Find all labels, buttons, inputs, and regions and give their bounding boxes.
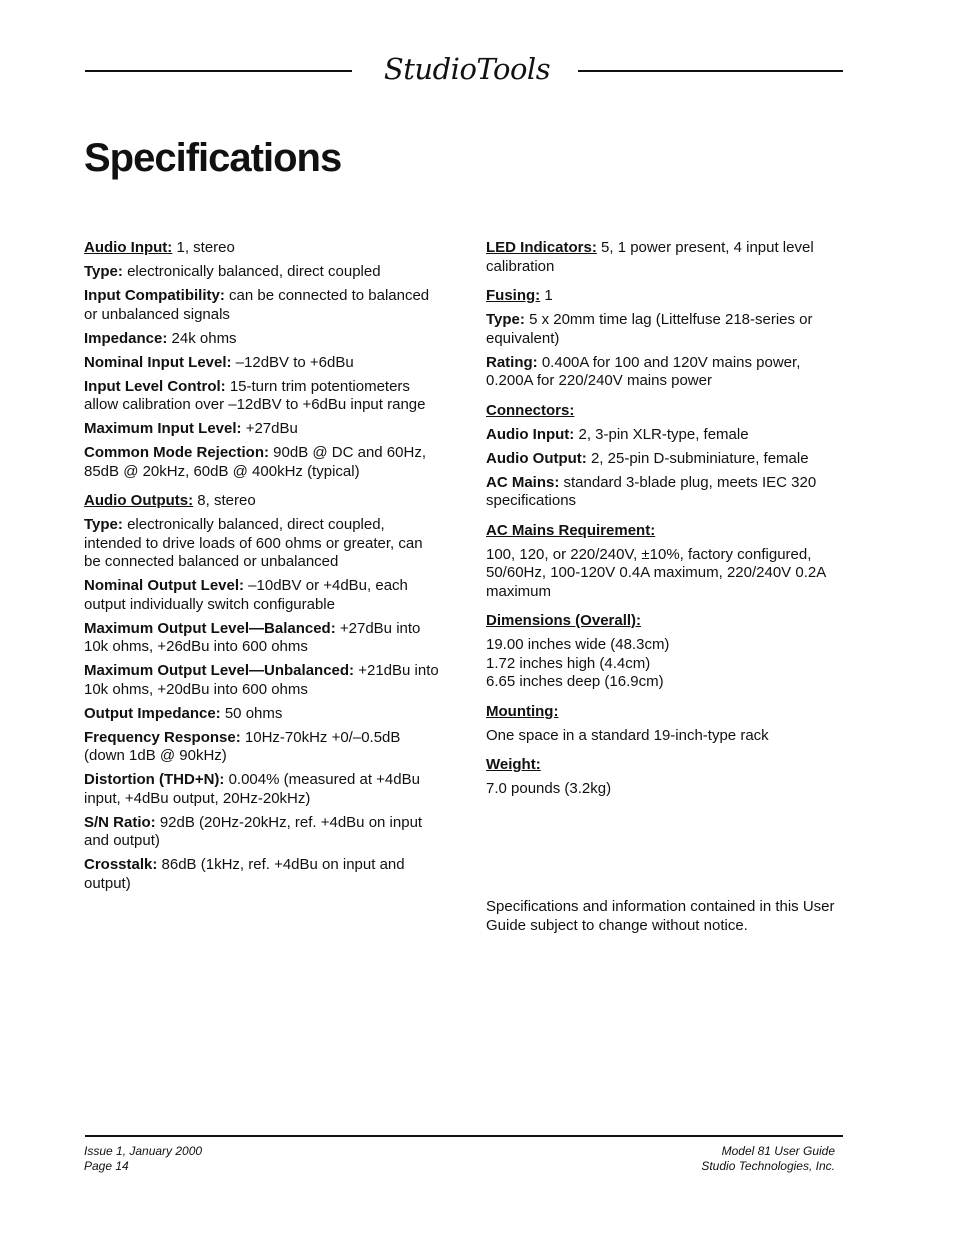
dimension-width: 19.00 inches wide (48.3cm) bbox=[486, 636, 670, 653]
spec-label: Audio Output: bbox=[486, 449, 587, 467]
spec-label: Output Impedance: bbox=[84, 704, 221, 722]
spec-connector-audio-input bbox=[486, 426, 846, 445]
spec-label: Frequency Response: bbox=[84, 728, 241, 746]
spec-value: electronically balanced, direct coupled bbox=[122, 263, 381, 280]
spec-value: –12dBV to +6dBu bbox=[231, 353, 354, 371]
dimension-depth: 6.65 inches deep (16.9cm) bbox=[486, 673, 664, 690]
spec-label: Maximum Output Level—Unbalanced: bbox=[84, 662, 355, 679]
section-heading: Audio Outputs: bbox=[84, 492, 194, 509]
spec-value: 7.0 pounds (3.2kg) bbox=[486, 780, 612, 797]
spec-value: +21dBu into 10k ohms, +20dBu into 600 ohms bbox=[84, 662, 439, 698]
spec-value: can be connected to balanced or unbalanced signals bbox=[84, 287, 430, 323]
spec-nominal-input-level bbox=[84, 354, 439, 373]
spec-audio-outputs bbox=[84, 492, 439, 511]
spec-weight bbox=[486, 756, 846, 775]
spec-value: One space in a standard 19-inch-type rack bbox=[486, 726, 769, 744]
spec-input-type bbox=[84, 263, 439, 282]
spec-value: standard 3-blade plug, meets IEC 320 specifications bbox=[486, 473, 817, 509]
spec-fuse-type bbox=[486, 311, 846, 348]
spec-value: +27dBu bbox=[241, 420, 298, 437]
spec-label: Maximum Input Level: bbox=[84, 420, 242, 437]
spec-value: –10dBV or +4dBu, each output individually switch configurable bbox=[84, 577, 408, 613]
spec-fusing bbox=[486, 287, 846, 306]
spec-label: Impedance: bbox=[84, 329, 168, 347]
spec-ac-mains-requirement bbox=[486, 522, 846, 541]
spec-label: Type: bbox=[84, 263, 123, 280]
footer-company: Studio Technologies, Inc. bbox=[701, 1159, 835, 1173]
specs-left-column bbox=[84, 239, 439, 899]
spec-sn-ratio bbox=[84, 814, 439, 851]
spec-value: 92dB (20Hz-20kHz, ref. +4dBu on input and output) bbox=[84, 813, 423, 849]
spec-value: 86dB (1kHz, ref. +4dBu on input and output) bbox=[84, 856, 405, 892]
spec-output-impedance bbox=[84, 705, 439, 724]
footer-left bbox=[84, 1144, 202, 1174]
header-rule-right bbox=[578, 70, 843, 72]
spec-label: Audio Input: bbox=[486, 425, 575, 443]
spec-fuse-rating bbox=[486, 354, 846, 391]
spec-value: 0.004% (measured at +4dBu input, +4dBu output, 20Hz-20kHz) bbox=[84, 771, 420, 807]
section-heading: Dimensions (Overall): bbox=[486, 612, 642, 629]
spec-value: 5, 1 power present, 4 input level calibration bbox=[486, 239, 814, 275]
section-heading: Audio Input: bbox=[84, 239, 173, 256]
spec-value: 0.400A for 100 and 120V mains power, 0.200A for 220/240V mains power bbox=[486, 353, 801, 389]
spec-value: 8, stereo bbox=[193, 492, 256, 509]
spec-distortion bbox=[84, 771, 439, 808]
spec-value: 24k ohms bbox=[167, 329, 237, 347]
spec-connector-ac-mains bbox=[486, 474, 846, 511]
spec-common-mode-rejection bbox=[84, 444, 439, 481]
footer-page-number: Page 14 bbox=[84, 1159, 129, 1173]
specs-right-column bbox=[486, 239, 846, 804]
section-heading: Weight: bbox=[486, 756, 541, 773]
section-heading: Mounting: bbox=[486, 702, 559, 720]
spec-value: 10Hz-70kHz +0/–0.5dB (down 1dB @ 90kHz) bbox=[84, 728, 401, 764]
spec-label: Nominal Output Level: bbox=[84, 577, 245, 594]
footer-guide-title: Model 81 User Guide bbox=[721, 1144, 835, 1158]
spec-input-level-control bbox=[84, 378, 439, 415]
spec-label: Crosstalk: bbox=[84, 856, 158, 873]
spec-led-indicators bbox=[486, 239, 846, 276]
spec-connector-audio-output bbox=[486, 450, 846, 469]
change-notice: Specifications and information contained in this User Guide subject to change without notice. bbox=[486, 898, 835, 934]
spec-label: Nominal Input Level: bbox=[84, 353, 232, 371]
spec-value: 90dB @ DC and 60Hz, 85dB @ 20kHz, 60dB @ 400kHz (typical) bbox=[84, 444, 426, 480]
spec-connectors bbox=[486, 402, 846, 421]
header-rule-left bbox=[85, 70, 352, 72]
spec-label: Distortion (THD+N): bbox=[84, 771, 225, 788]
dimensions-values bbox=[486, 636, 846, 692]
spec-label: Input Compatibility: bbox=[84, 287, 225, 304]
footer-rule bbox=[85, 1135, 843, 1137]
section-heading: LED Indicators: bbox=[486, 239, 597, 256]
spec-label: Rating: bbox=[486, 353, 538, 371]
spec-label: S/N Ratio: bbox=[84, 813, 156, 831]
spec-max-input-level bbox=[84, 420, 439, 439]
spec-input-compatibility bbox=[84, 287, 439, 324]
page-title: Specifications bbox=[84, 136, 342, 180]
section-heading: AC Mains Requirement: bbox=[486, 521, 656, 539]
section-heading: Connectors: bbox=[486, 401, 575, 419]
spec-value: electronically balanced, direct coupled, intended to drive loads of 600 ohms or greater, can be connected balanced or unbalanced bbox=[84, 516, 423, 570]
spec-output-type bbox=[84, 516, 439, 572]
spec-label: Input Level Control: bbox=[84, 377, 226, 395]
footer-right bbox=[701, 1144, 835, 1174]
spec-label: Common Mode Rejection: bbox=[84, 444, 270, 461]
spec-label: Type: bbox=[84, 516, 123, 533]
spec-value: 1 bbox=[540, 287, 553, 304]
spec-crosstalk bbox=[84, 856, 439, 893]
spec-value: 100, 120, or 220/240V, ±10%, factory configured, 50/60Hz, 100-120V 0.4A maximum, 220/240V 0.2A maximum bbox=[486, 545, 826, 600]
spec-label: AC Mains: bbox=[486, 473, 560, 491]
spec-nominal-output-level bbox=[84, 577, 439, 614]
spec-max-output-unbalanced bbox=[84, 662, 439, 699]
spec-frequency-response bbox=[84, 729, 439, 766]
footer-issue: Issue 1, January 2000 bbox=[84, 1144, 203, 1158]
spec-value: 1, stereo bbox=[172, 239, 235, 256]
dimension-height: 1.72 inches high (4.4cm) bbox=[486, 654, 651, 672]
spec-input-impedance bbox=[84, 330, 439, 349]
spec-dimensions bbox=[486, 612, 846, 631]
spec-value: 5 x 20mm time lag (Littelfuse 218-series or equivalent) bbox=[486, 311, 813, 347]
spec-max-output-balanced bbox=[84, 620, 439, 657]
section-heading: Fusing: bbox=[486, 287, 541, 304]
studio-tools-logo: StudioTools bbox=[383, 52, 551, 86]
spec-audio-input bbox=[84, 239, 439, 258]
spec-label: Type: bbox=[486, 311, 525, 328]
spec-value: +27dBu into 10k ohms, +26dBu into 600 ohms bbox=[84, 619, 421, 655]
spec-label: Maximum Output Level—Balanced: bbox=[84, 619, 336, 637]
spec-value: 50 ohms bbox=[220, 704, 283, 722]
spec-mounting bbox=[486, 703, 846, 722]
spec-value: 15-turn trim potentiometers allow calibration over –12dBV to +6dBu input range bbox=[84, 377, 426, 413]
spec-value: 2, 3-pin XLR-type, female bbox=[574, 425, 749, 443]
spec-value: 2, 25-pin D-subminiature, female bbox=[586, 449, 809, 467]
